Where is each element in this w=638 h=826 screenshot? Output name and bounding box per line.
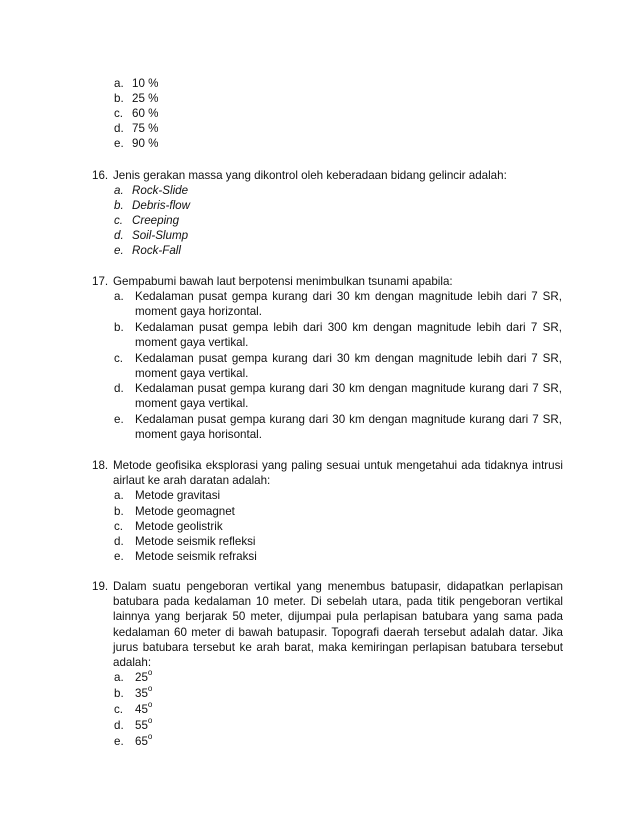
option-text: Debris-flow	[132, 199, 190, 212]
q16-option-b	[114, 198, 190, 213]
option-letter: a.	[114, 77, 124, 90]
option-letter: b.	[114, 505, 124, 518]
option-letter: e.	[114, 244, 124, 257]
q19-option-a	[114, 670, 152, 685]
question-text: Metode geofisika eksplorasi yang paling sesuai untuk mengetahui ada tidaknya intrusi airlaut ke arah daratan adalah:	[113, 459, 563, 488]
q17-option-b	[114, 320, 562, 350]
q16-option-a	[114, 183, 188, 198]
option-text: 90 %	[132, 137, 159, 150]
option-text: Metode seismik refleksi	[135, 535, 256, 548]
q16-option-e	[114, 243, 181, 258]
q18-option-d	[114, 534, 255, 549]
option-text: Kedalaman pusat gempa kurang dari 30 km dengan magnitude lebih dari 7 SR, moment gaya horizontal.	[135, 290, 562, 319]
option-letter: b.	[114, 321, 124, 334]
option-text: Soil-Slump	[132, 229, 189, 242]
option-text: 35	[135, 687, 148, 700]
q18-option-a	[114, 488, 220, 503]
option-letter: b.	[114, 199, 124, 212]
option-letter: c.	[114, 520, 124, 533]
option-letter: e.	[114, 735, 124, 748]
option-letter: d.	[114, 382, 124, 395]
q15-option-d	[114, 121, 158, 136]
degree-mark: o	[147, 668, 153, 678]
option-text: 25	[135, 671, 148, 684]
option-letter: d.	[114, 535, 124, 548]
q15-option-b	[114, 91, 158, 106]
option-text: Kedalaman pusat gempa kurang dari 30 km dengan magnitude kurang dari 7 SR, moment gaya horisontal.	[135, 413, 562, 442]
question-number: 19.	[92, 580, 109, 593]
option-letter: e.	[114, 137, 124, 150]
option-letter: d.	[114, 719, 124, 732]
option-letter: c.	[114, 352, 124, 365]
degree-mark: o	[147, 732, 153, 742]
degree-mark: o	[147, 700, 153, 710]
question-text: Dalam suatu pengeboran vertikal yang menembus batupasir, didapatkan perlapisan batubara pada kedalaman 10 meter. Di sebelah utara, pada titik pengeboran vertikal lainnya yang berjarak 50 meter, dijumpai pula perlapisan batubara yang sama pada kedalaman 60 meter di bawah batupasir. Topografi daerah tersebut adalah datar. Jika jurus batubara tersebut ke arah barat, maka kemiringan perlapisan batubara tersebut adalah:	[113, 580, 563, 670]
option-text: Rock-Fall	[132, 244, 181, 257]
q16-option-c	[114, 213, 179, 228]
question-number: 18.	[92, 459, 109, 472]
question-number: 16.	[92, 169, 109, 182]
q19-option-c	[114, 702, 152, 717]
option-text: Kedalaman pusat gempa lebih dari 300 km dengan magnitude lebih dari 7 SR, moment gaya vertikal.	[135, 321, 562, 350]
option-letter: d.	[114, 229, 124, 242]
option-letter: e.	[114, 413, 124, 426]
option-letter: e.	[114, 550, 124, 563]
option-text: Kedalaman pusat gempa kurang dari 30 km dengan magnitude kurang dari 7 SR, moment gaya vertikal.	[135, 382, 562, 411]
q17-option-c	[114, 351, 562, 381]
option-letter: b.	[114, 92, 124, 105]
q17-option-e	[114, 412, 562, 442]
option-text: Rock-Slide	[132, 184, 189, 197]
degree-mark: o	[147, 684, 153, 694]
q15-option-e	[114, 136, 158, 151]
q18-option-c	[114, 519, 223, 534]
option-text: Kedalaman pusat gempa kurang dari 30 km dengan magnitude lebih dari 7 SR, moment gaya vertikal.	[135, 352, 562, 381]
option-text: Metode geolistrik	[135, 520, 223, 533]
option-letter: c.	[114, 107, 124, 120]
q18-option-b	[114, 504, 235, 519]
q16-option-d	[114, 228, 188, 243]
q15-option-a	[114, 76, 158, 91]
degree-mark: o	[147, 716, 153, 726]
option-text: Metode geomagnet	[135, 505, 235, 518]
option-letter: b.	[114, 687, 124, 700]
option-text: 60 %	[132, 107, 159, 120]
option-text: Metode gravitasi	[135, 489, 221, 502]
option-letter: a.	[114, 184, 124, 197]
option-letter: c.	[114, 703, 124, 716]
option-text: 45	[135, 703, 148, 716]
option-letter: c.	[114, 214, 124, 227]
option-text: 75 %	[132, 122, 159, 135]
q19-option-d	[114, 718, 152, 733]
option-text: 25 %	[132, 92, 159, 105]
option-text: Metode seismik refraksi	[135, 550, 257, 563]
q19-option-b	[114, 686, 152, 701]
q19-option-e	[114, 734, 152, 749]
option-letter: a.	[114, 489, 124, 502]
question-18	[92, 458, 563, 488]
option-letter: a.	[114, 290, 124, 303]
q17-option-a	[114, 289, 562, 319]
question-17	[92, 274, 562, 289]
question-text: Jenis gerakan massa yang dikontrol oleh keberadaan bidang gelincir adalah:	[113, 169, 507, 182]
option-text: 65	[135, 735, 148, 748]
option-text: 10 %	[132, 77, 159, 90]
question-number: 17.	[92, 275, 109, 288]
option-letter: d.	[114, 122, 124, 135]
option-text: Creeping	[132, 214, 180, 227]
q17-option-d	[114, 381, 562, 411]
question-16	[92, 168, 562, 183]
question-text: Gempabumi bawah laut berpotensi menimbulkan tsunami apabila:	[113, 275, 453, 288]
option-letter: a.	[114, 671, 124, 684]
q15-option-c	[114, 106, 158, 121]
q18-option-e	[114, 549, 257, 564]
option-text: 55	[135, 719, 148, 732]
question-19	[92, 579, 563, 670]
